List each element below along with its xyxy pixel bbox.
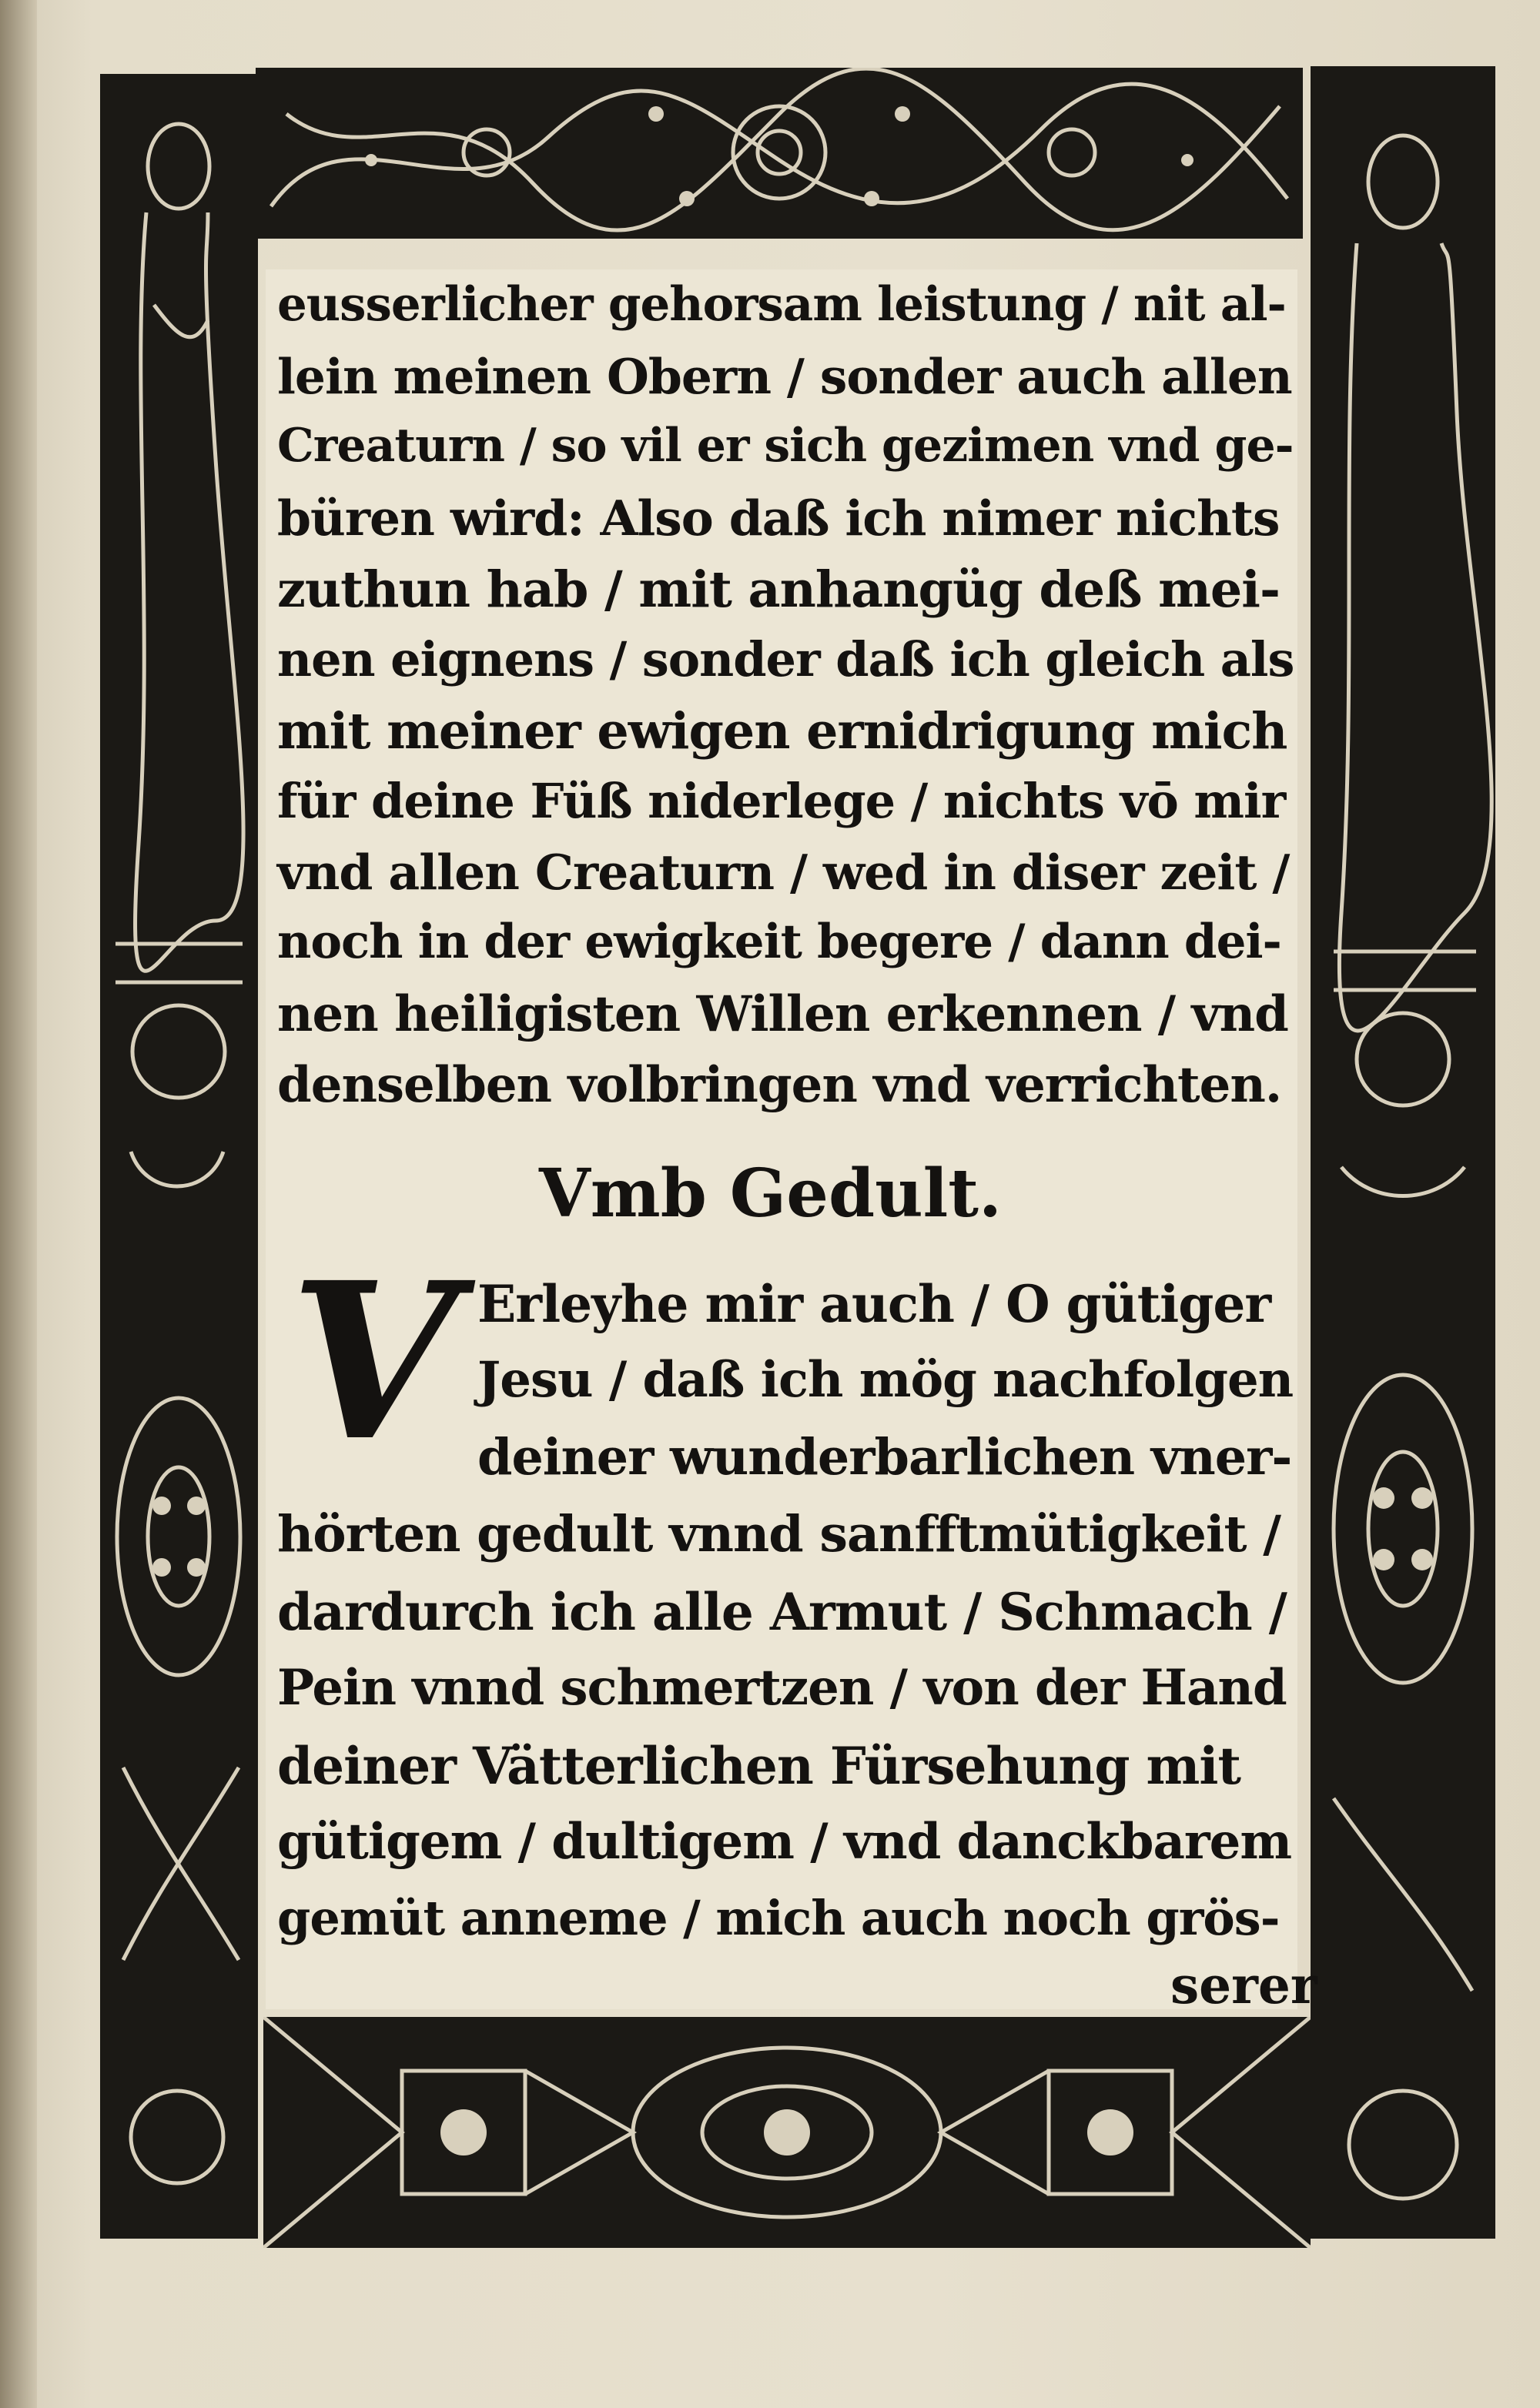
text-line: hörten gedult vnnd sanfftmütigkeit / bbox=[277, 1505, 1281, 1564]
text-line: nen eignens / sonder daß ich gleich als bbox=[277, 631, 1294, 687]
top-woodcut-border bbox=[256, 68, 1303, 239]
text-line: Creaturn / so vil er sich gezimen vnd ge- bbox=[277, 419, 1294, 473]
text-line: gütigem / dultigem / vnd danckbarem bbox=[277, 1813, 1292, 1871]
text-line: lein meinen Obern / sonder auch allen bbox=[277, 348, 1292, 405]
left-woodcut-border bbox=[100, 74, 258, 2239]
text-line: Erleyhe mir auch / O gütiger bbox=[477, 1274, 1271, 1334]
text-line: deiner wunderbarlichen vner- bbox=[477, 1428, 1292, 1487]
text-line: Pein vnnd schmertzen / von der Hand bbox=[277, 1659, 1287, 1717]
text-line: mit meiner ewigen ernidrigung mich bbox=[277, 702, 1287, 761]
catchword: serer bbox=[1170, 1955, 1317, 2015]
decorated-initial: V bbox=[290, 1236, 457, 1489]
right-woodcut-border bbox=[1311, 66, 1495, 2239]
text-line: für deine Füß niderlege / nichts vō mir bbox=[277, 773, 1286, 829]
book-spine bbox=[0, 0, 37, 2408]
text-line: vnd allen Creaturn / wed in diser zeit / bbox=[277, 844, 1290, 901]
text-line: nen heiligisten Willen erkennen / vnd bbox=[277, 985, 1288, 1043]
text-line: dardurch ich alle Armut / Schmach / bbox=[277, 1582, 1287, 1642]
text-line: gemüt anneme / mich auch noch grös- bbox=[277, 1890, 1280, 1946]
text-line: büren wird: Also daß ich nimer nichts bbox=[277, 490, 1280, 547]
text-line: noch in der ewigkeit begere / dann dei- bbox=[277, 915, 1281, 969]
text-line: deiner Vätterlichen Fürsehung mit bbox=[277, 1736, 1240, 1796]
bottom-woodcut-border bbox=[263, 2017, 1311, 2248]
text-line: denselben volbringen vnd verrichten. bbox=[277, 1056, 1282, 1114]
text-line: eusserlicher gehorsam leistung / nit al- bbox=[277, 277, 1286, 332]
text-line: zuthun hab / mit anhangüg deß mei- bbox=[277, 560, 1280, 619]
section-heading: Vmb Gedult. bbox=[539, 1155, 1002, 1232]
text-line: Jesu / daß ich mög nachfolgen bbox=[477, 1351, 1294, 1409]
